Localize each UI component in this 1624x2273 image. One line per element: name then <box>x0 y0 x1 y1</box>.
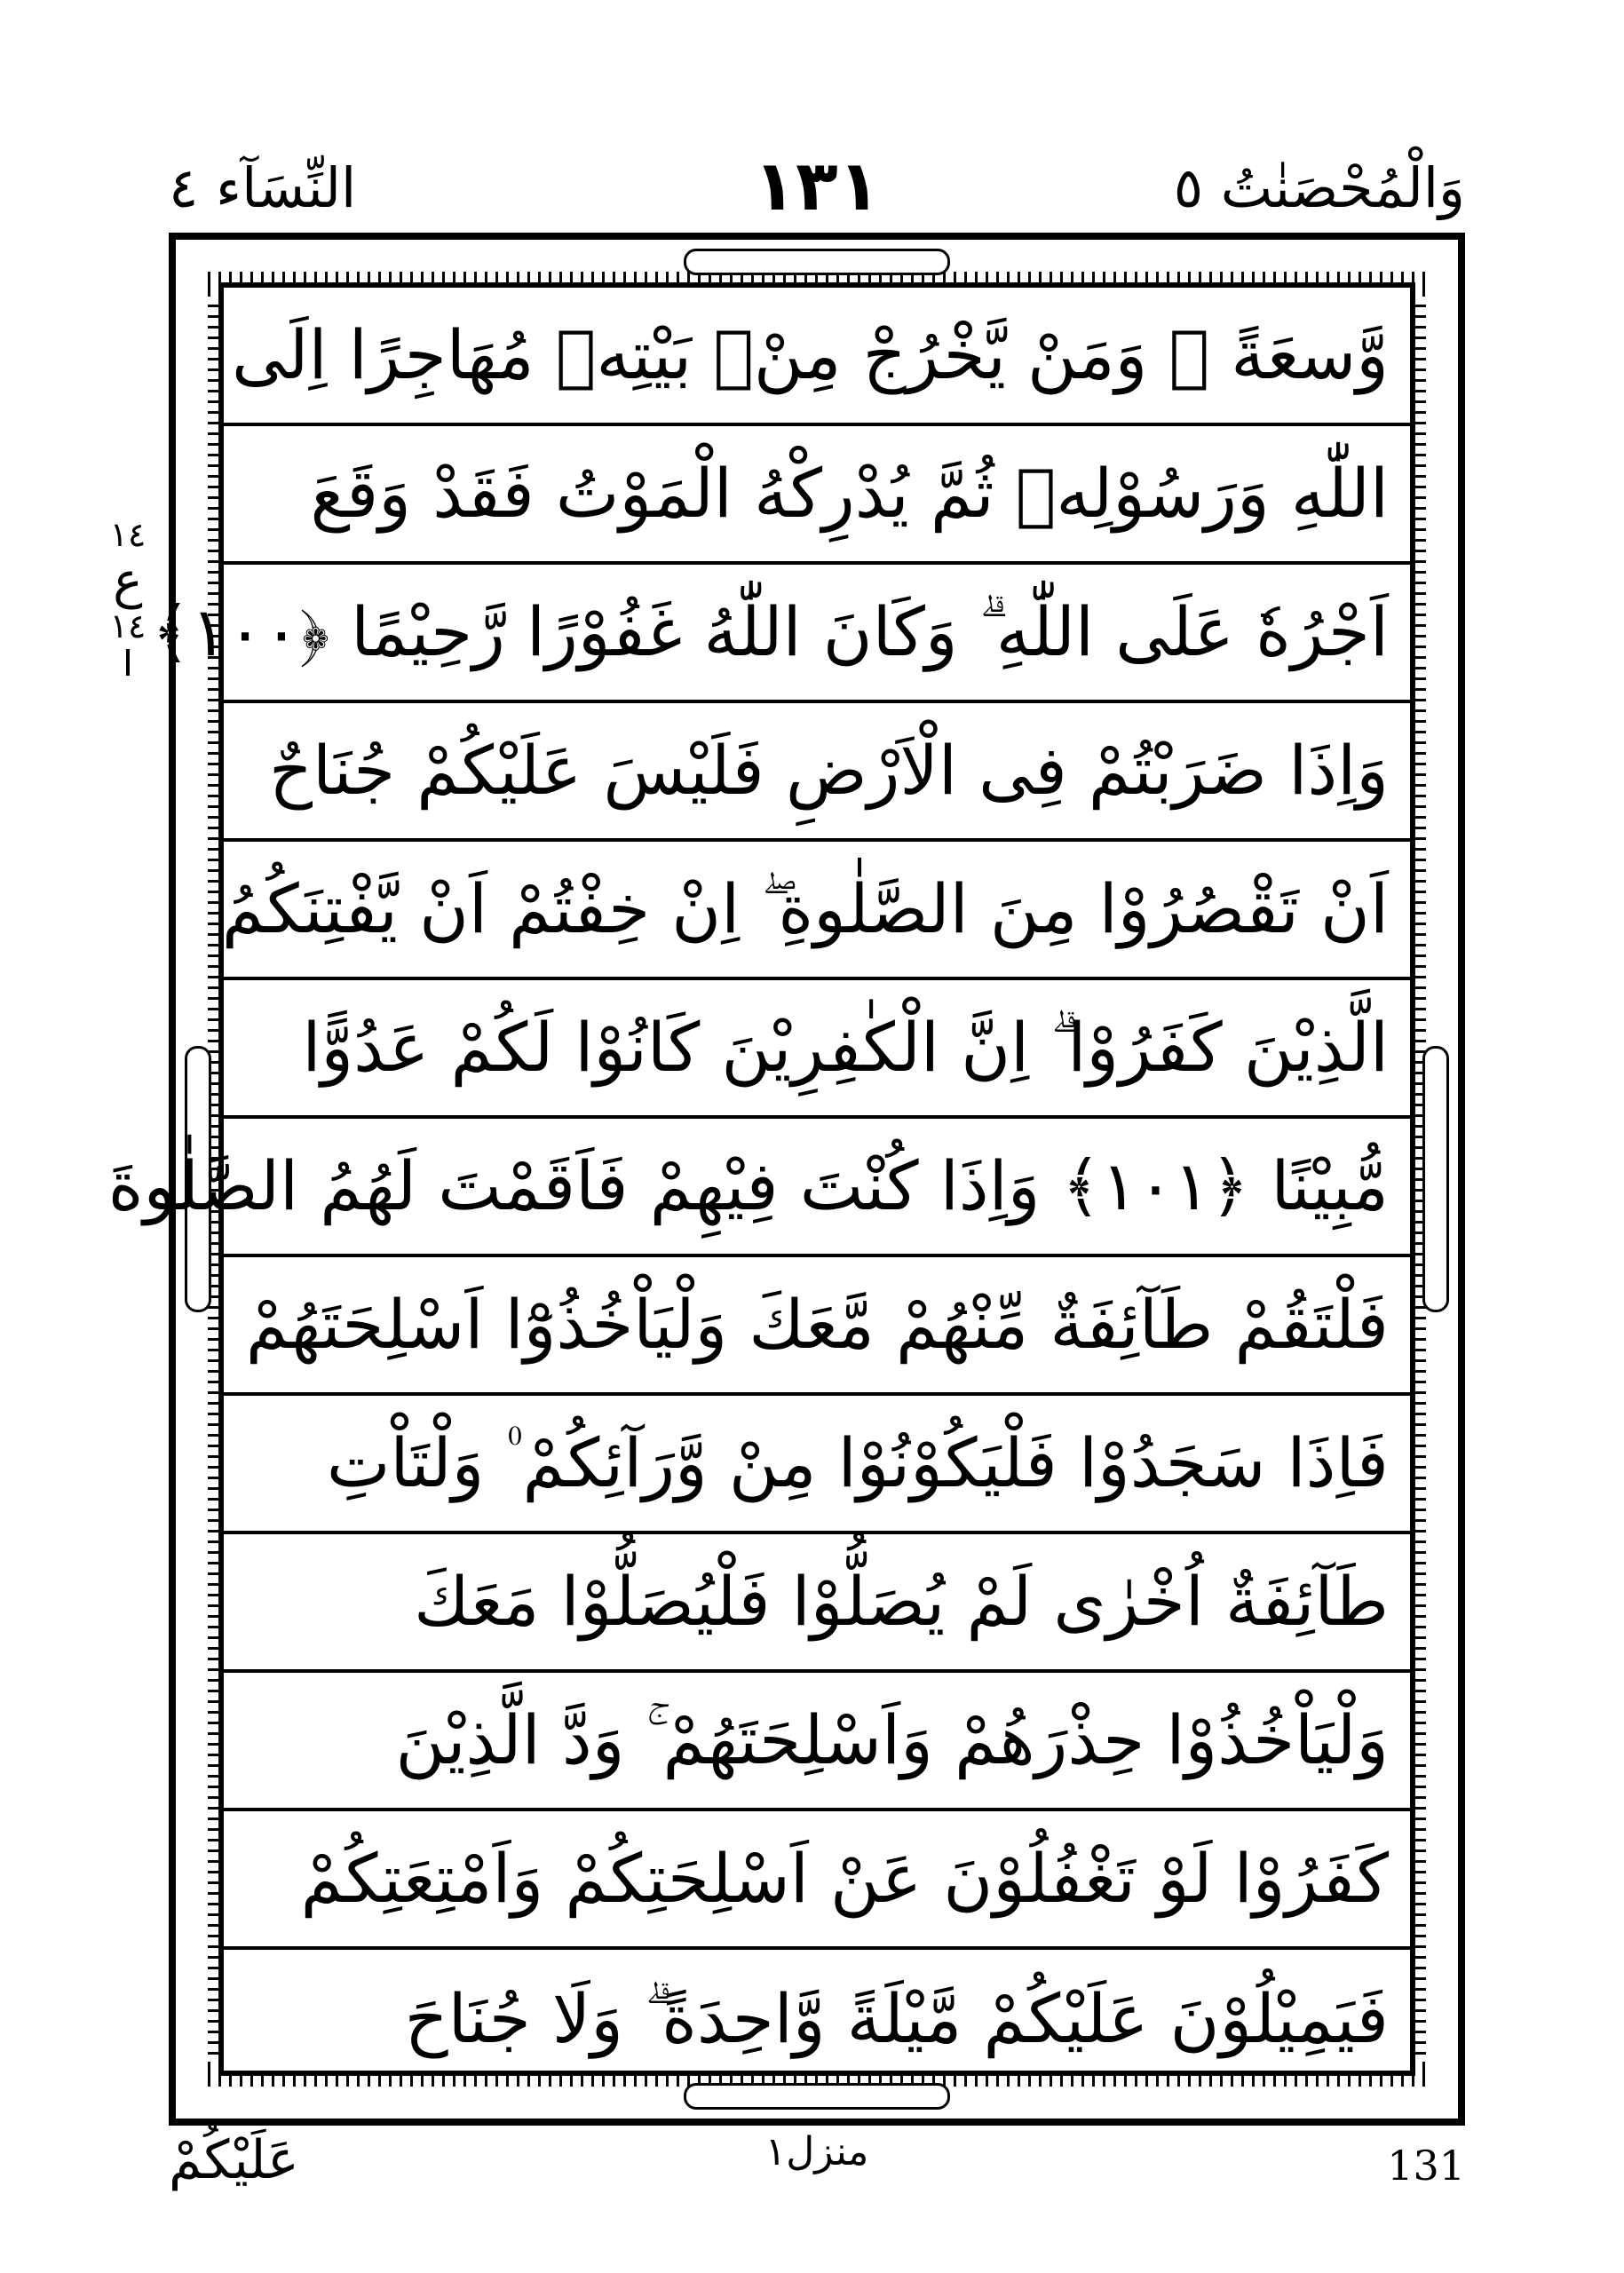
text-line: فَيَمِيْلُوْنَ عَلَيْكُمْ مَّيْلَةً وَّاحِدَةً ۗ وَلَا جُنَاحَ <box>404 1979 1389 2058</box>
ruku-marker <box>99 517 156 694</box>
text-line: وَّسعَةً ۚ وَمَنْ يَّخْرُجْ مِنْۢ بَيْتِهٖ مُهَاجِرًا اِلَى <box>224 288 1410 426</box>
text-line: مُّبِيْنًا ﴿١٠١﴾ وَاِذَا كُنْتَ فِيْهِمْ فَاَقَمْتَ لَهُمُ الصَّلٰوةَ <box>224 1119 1410 1257</box>
ruku-letter: ع <box>113 551 143 610</box>
page-header <box>169 147 1465 235</box>
text-line: فَلْتَقُمْ طَآئِفَةٌ مِّنْهُمْ مَّعَكَ وَلْيَاْخُذُوْٓا اَسْلِحَتَهُمْ <box>224 1257 1410 1396</box>
frame-ornament-right <box>1422 1046 1449 1312</box>
text-line: وَلْيَاْخُذُوْا حِذْرَهُمْ وَاَسْلِحَتَهُمْ ۚ وَدَّ الَّذِيْنَ <box>224 1673 1410 1811</box>
ruku-divider <box>126 649 130 676</box>
catchword: عَلَيْكُمْ <box>169 2129 299 2191</box>
surah-label: النِّسَآء ٤ <box>169 155 357 220</box>
text-line: اَجْرُهٗ عَلَى اللّٰهِ ۗ وَكَانَ اللّٰهُ غَفُوْرًا رَّحِيْمًا ﴿١٠٠﴾ <box>224 565 1410 703</box>
page-number-arabic: ١٣١ <box>753 147 881 226</box>
ruku-number-bottom: ١٤ <box>109 606 147 646</box>
text-line: طَآئِفَةٌ اُخْرٰى لَمْ يُصَلُّوْا فَلْيُصَلُّوْا مَعَكَ <box>224 1534 1410 1673</box>
text-line: وَاِذَا ضَرَبْتُمْ فِى الْاَرْضِ فَلَيْسَ عَلَيْكُمْ جُنَاحٌ <box>224 703 1410 842</box>
juz-label: وَالْمُحْصَنٰتُ ٥ <box>1173 155 1465 220</box>
page-number: 131 <box>1387 2142 1465 2190</box>
manzil-label: منزل١ <box>764 2129 869 2174</box>
frame-ornament-top <box>684 249 950 275</box>
text-line: الَّذِيْنَ كَفَرُوْا ۗ اِنَّ الْكٰفِرِيْنَ كَانُوْا لَكُمْ عَدُوًّا <box>224 980 1410 1119</box>
text-line: اَنْ تَقْصُرُوْا مِنَ الصَّلٰوةِ ۖ اِنْ خِفْتُمْ اَنْ يَّفْتِنَكُمُ <box>224 842 1410 980</box>
ruku-number-top: ١٤ <box>109 515 147 554</box>
text-line: كَفَرُوْا لَوْ تَغْفُلُوْنَ عَنْ اَسْلِحَتِكُمْ وَاَمْتِعَتِكُمْ <box>224 1811 1410 1950</box>
text-line: اللّٰهِ وَرَسُوْلِهٖ ثُمَّ يُدْرِكْهُ الْمَوْتُ فَقَدْ وَقَعَ <box>224 426 1410 565</box>
text-line: فَاِذَا سَجَدُوْا فَلْيَكُوْنُوْا مِنْ وَّرَآئِكُمْ ۠ وَلْتَاْتِ <box>224 1396 1410 1534</box>
page-footer <box>169 2129 1465 2236</box>
